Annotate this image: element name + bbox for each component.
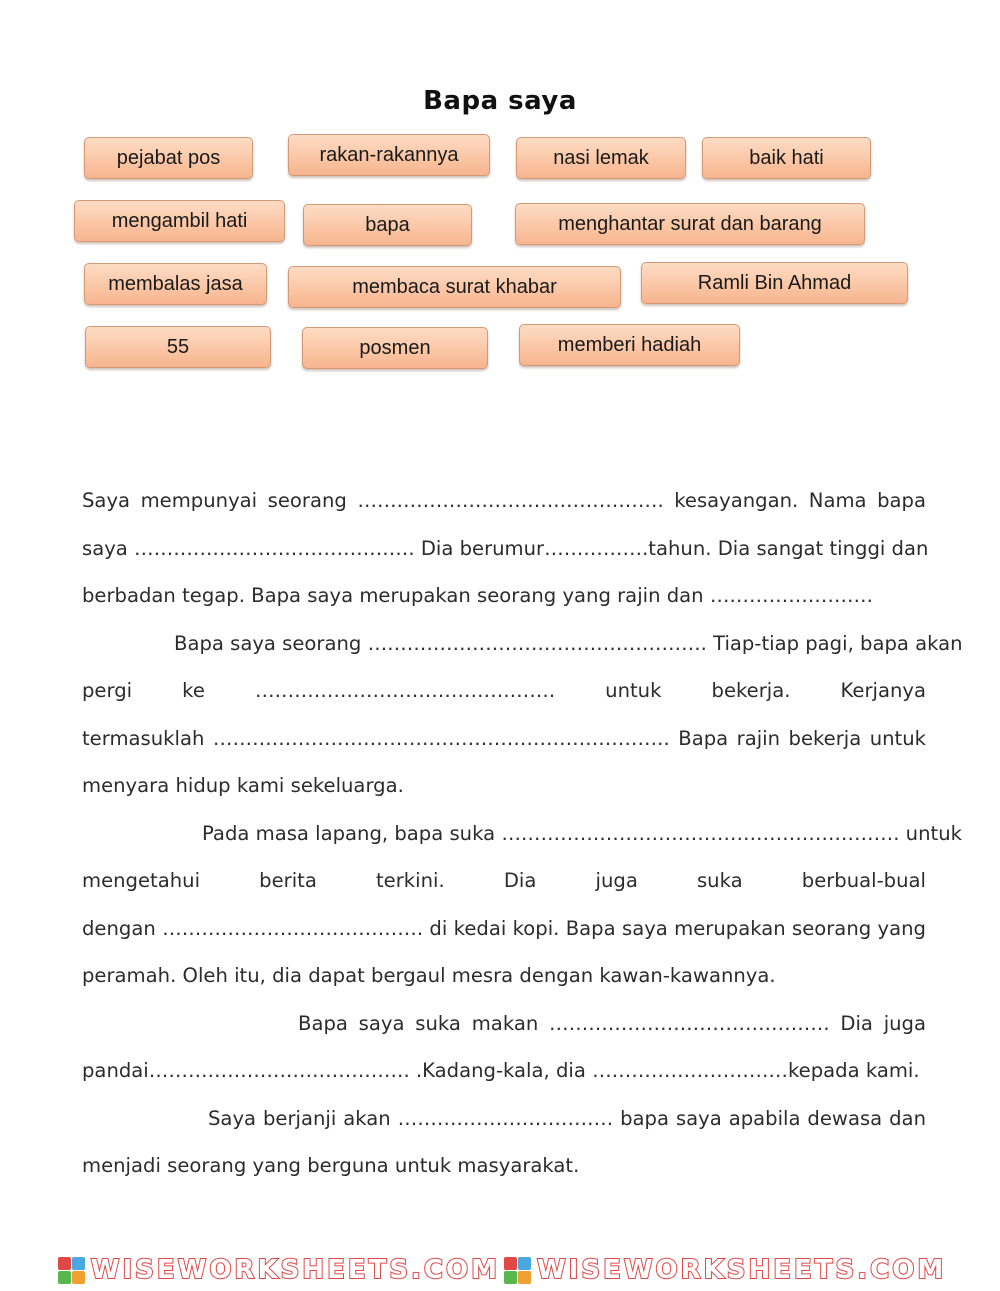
word-tile[interactable]: membalas jasa (84, 263, 267, 305)
passage-line: pandai…………………………………. .Kadang-kala, dia …………………………kepada kami. (82, 1059, 920, 1082)
passage-line: menyara hidup kami sekeluarga. (82, 774, 404, 797)
page-title: Bapa saya (423, 86, 577, 116)
passage-line: Saya berjanji akan …………………………… bapa saya apabila dewasa dan (208, 1106, 926, 1130)
logo-square (58, 1257, 71, 1270)
word-tile[interactable]: 55 (85, 326, 271, 368)
word-tile[interactable]: posmen (302, 327, 488, 369)
footer-watermark (0, 1252, 1000, 1288)
passage (82, 477, 963, 1190)
logo-icon (504, 1257, 531, 1284)
logo-square (518, 1257, 531, 1270)
passage-line: saya ……………………………………. Dia berumur…………….tahun. Dia sangat tinggi dan (82, 536, 929, 560)
passage-line: dengan …………………………………. di kedai kopi. Bapa saya merupakan seorang yang (82, 916, 926, 940)
logo-square (504, 1257, 517, 1270)
word-tile[interactable]: menghantar surat dan barang (515, 203, 865, 245)
passage-line: Saya mempunyai seorang ………………………….……………. kesayangan. Nama bapa (82, 489, 926, 512)
passage-line: pergi ke ………………………………………. untuk bekerja. Kerjanya (82, 679, 926, 702)
word-tile[interactable]: baik hati (702, 137, 871, 179)
passage-line: Bapa saya suka makan ……………………………………. Dia juga (298, 1011, 926, 1035)
passage-line: mengetahui berita terkini. Dia juga suka berbual-bual (82, 869, 926, 892)
word-tile[interactable]: bapa (303, 204, 472, 246)
logo-square (518, 1271, 531, 1284)
passage-line: termasuklah ……………………………………………………………. Bapa rajin bekerja untuk (82, 726, 926, 750)
footer-text: WISEWORKSHEETS.COM (537, 1255, 947, 1285)
passage-line: peramah. Oleh itu, dia dapat bergaul mesra dengan kawan-kawannya. (82, 964, 776, 987)
passage-line: Pada masa lapang, bapa suka ……………………………………………………. untuk (202, 821, 962, 845)
logo-square (58, 1271, 71, 1284)
logo-square (72, 1257, 85, 1270)
word-tile[interactable]: memberi hadiah (519, 324, 740, 366)
logo-icon (58, 1257, 85, 1284)
passage-line: Bapa saya seorang ……………………………………………. Tiap-tiap pagi, bapa akan (174, 631, 963, 655)
word-tile[interactable]: mengambil hati (74, 200, 285, 242)
footer-text: WISEWORKSHEETS.COM (90, 1255, 500, 1285)
logo-square (72, 1271, 85, 1284)
word-tile[interactable]: membaca surat khabar (288, 266, 621, 308)
word-tile[interactable]: rakan-rakannya (288, 134, 490, 176)
word-tile[interactable]: nasi lemak (516, 137, 686, 179)
word-tile[interactable]: pejabat pos (84, 137, 253, 179)
logo-square (504, 1271, 517, 1284)
word-tile[interactable]: Ramli Bin Ahmad (641, 262, 908, 304)
passage-line: berbadan tegap. Bapa saya merupakan seorang yang rajin dan ……………………. (82, 584, 873, 607)
passage-line: menjadi seorang yang berguna untuk masyarakat. (82, 1154, 580, 1177)
